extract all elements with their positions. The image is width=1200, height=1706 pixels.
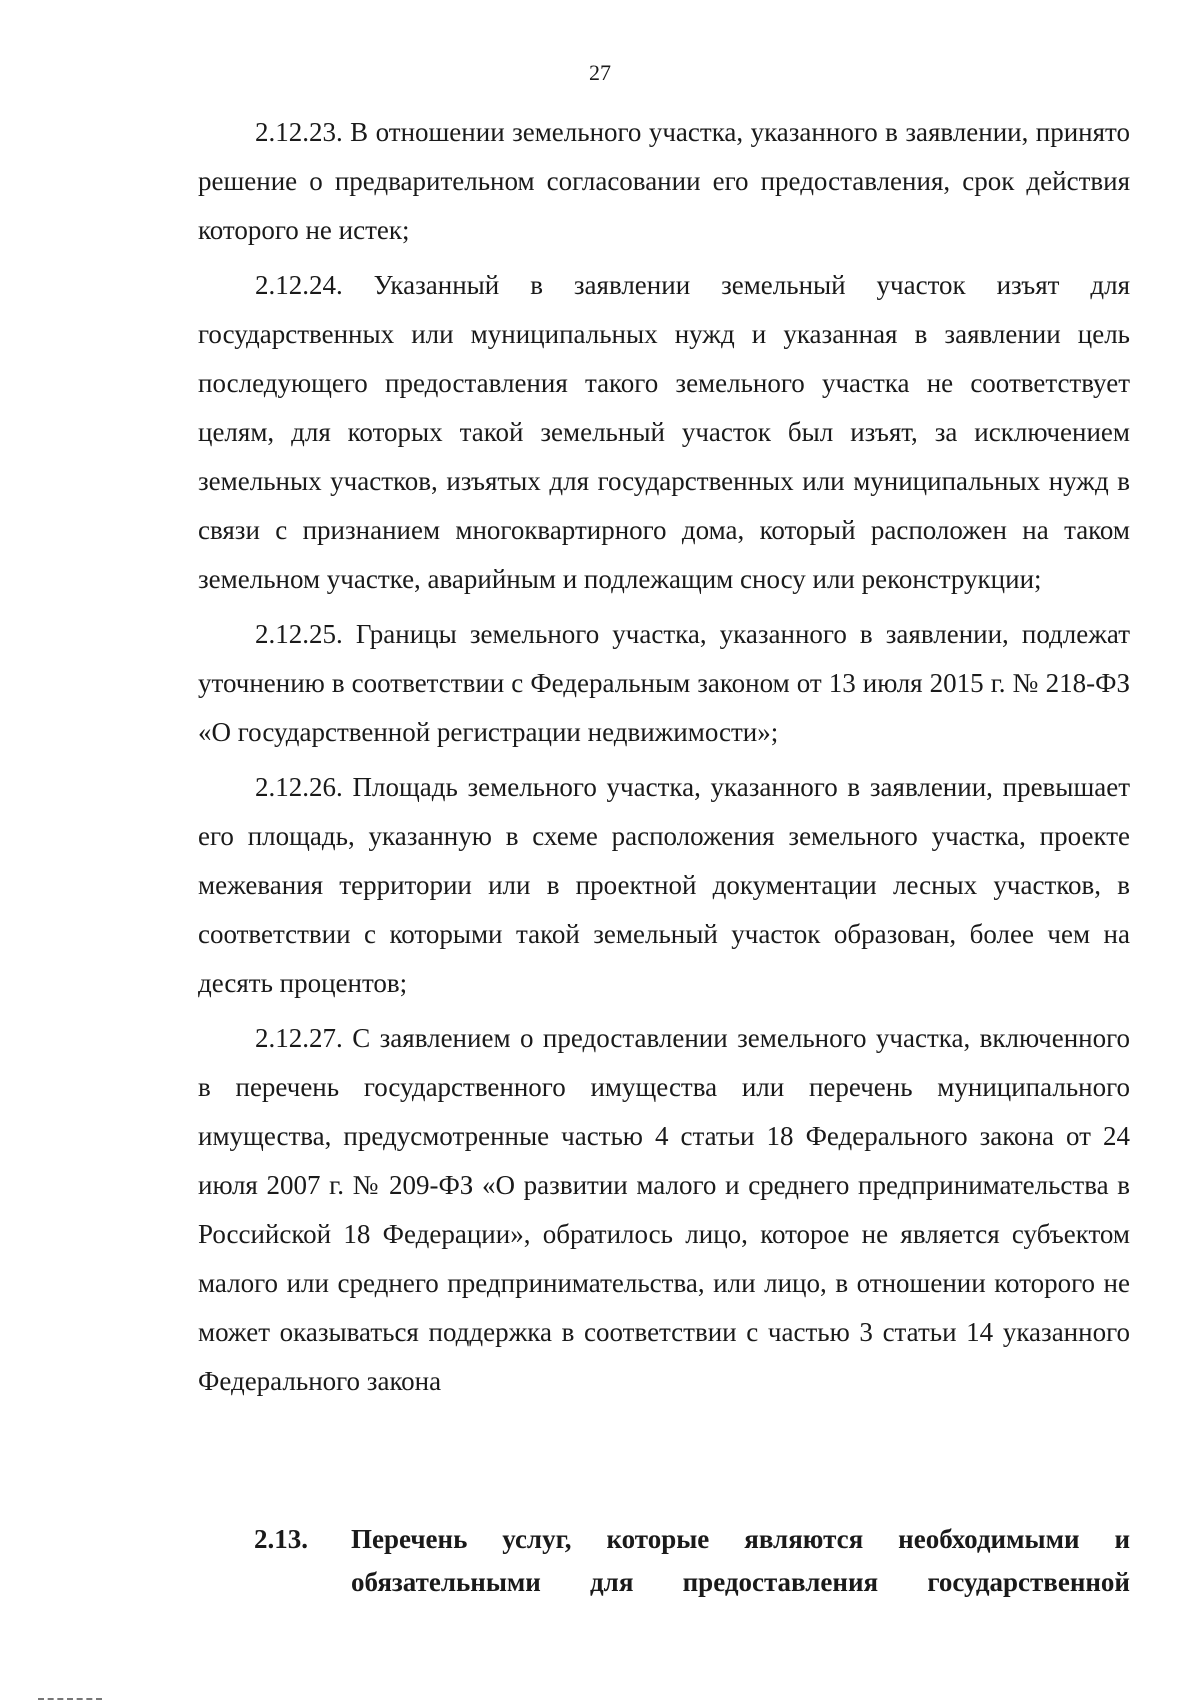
paragraph-2-12-25: 2.12.25. Границы земельного участка, указанного в заявлении, подлежат уточнению в соответствии с Федеральным законом от 13 июля 2015 г. № 218-ФЗ «О государственной регистрации недвижимости»; — [198, 619, 1130, 747]
section-number: 2.13. — [254, 1524, 308, 1554]
paragraph-2-12-27: 2.12.27. С заявлением о предоставлении земельного участка, включенного в перечень государственного имущества или перечень муниципального имущества, предусмотренные частью 4 статьи 18 Федерального закона от 24 июля 2007 г. № 209-ФЗ «О развитии малого и среднего предпринимательства в Российской 18 Федерации», обратилось лицо, которое не является субъектом малого или среднего предпринимательства, или лицо, в отношении которого не может оказываться поддержка в соответствии с частью 3 статьи 14 указанного Федерального закона — [198, 1023, 1130, 1396]
paragraph-2-12-23: 2.12.23. В отношении земельного участка, указанного в заявлении, принято решение о предварительном согласовании его предоставления, срок действия которого не истек; — [198, 117, 1130, 245]
document-body — [198, 108, 1130, 1406]
paragraph-2-12-26: 2.12.26. Площадь земельного участка, указанного в заявлении, превышает его площадь, указанную в схеме расположения земельного участка, проекте межевания территории или в проектной документации лесных участков, в соответствии с которыми такой земельный участок образован, более чем на десять процентов; — [198, 772, 1130, 998]
section-heading-2-13 — [254, 1518, 1130, 1604]
page-number: 27 — [589, 60, 611, 85]
section-title: Перечень услуг, которые являются необходимыми и обязательными для предоставления государственной — [351, 1524, 1130, 1597]
scan-edge-mark — [38, 1698, 102, 1703]
paragraph-2-12-24: 2.12.24. Указанный в заявлении земельный участок изъят для государственных или муниципальных нужд и указанная в заявлении цель последующего предоставления такого земельного участка не соответствует целям, для которых такой земельный участок был изъят, за исключением земельных участков, изъятых для государственных или муниципальных нужд в связи с признанием многоквартирного дома, который расположен на таком земельном участке, аварийным и подлежащим сносу или реконструкции; — [198, 270, 1130, 594]
